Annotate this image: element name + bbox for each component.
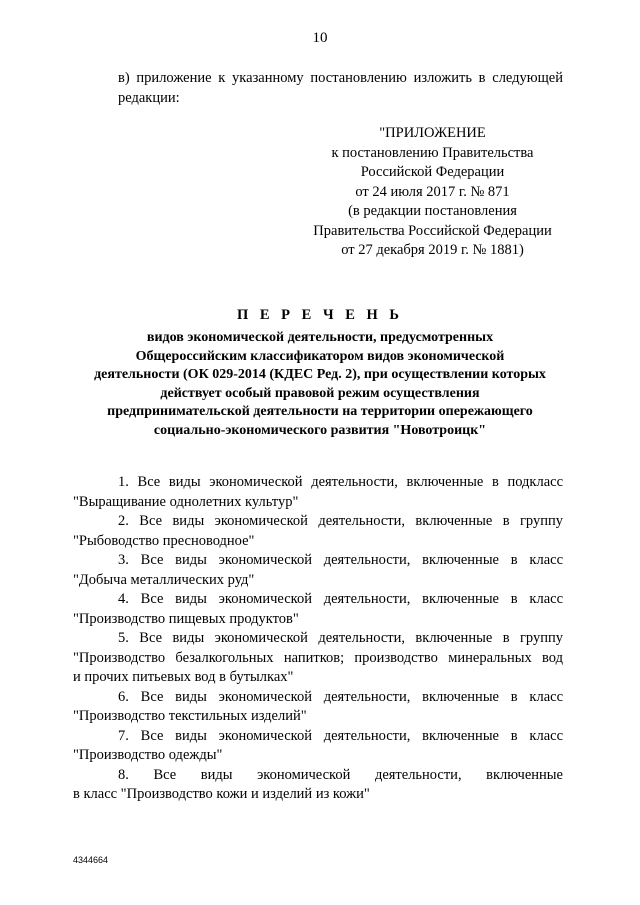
page-number: 10 [312, 30, 328, 46]
list-subtitle [0, 329, 640, 440]
activity-list [73, 473, 563, 805]
list-item [73, 688, 563, 727]
list-item-line: 6. Все виды экономической деятельности, включенные в класс [118, 688, 563, 705]
list-item-line: в класс "Производство кожи и изделий из кожи" [73, 786, 370, 802]
list-item-line: "Рыбоводство пресноводное" [73, 532, 255, 549]
intro-line-2: редакции: [118, 90, 180, 106]
list-item-line: "Добыча металлических руд" [73, 571, 255, 588]
subtitle-line-6: социально-экономического развития "Новотроицк" [153, 422, 487, 438]
annex-line-6: Правительства Российской Федерации [313, 222, 552, 239]
list-item-line: 7. Все виды экономической деятельности, включенные в класс [118, 727, 563, 744]
list-item [73, 727, 563, 766]
annex-line-5: (в редакции постановления [348, 203, 517, 219]
list-item [73, 590, 563, 629]
list-item-line: 5. Все виды экономической деятельности, включенные в группу [118, 630, 563, 646]
subtitle-line-5: предпринимательской деятельности на территории опережающего [107, 404, 533, 419]
annex-line-1: "ПРИЛОЖЕНИЕ [379, 125, 486, 141]
list-item-line: 8. Все виды экономической деятельности, включенные [118, 766, 563, 783]
document-code: 4344664 [73, 855, 109, 865]
annex-line-2: к постановлению Правительства [331, 144, 534, 161]
list-item-line: "Производство безалкогольных напитков; производство минеральных вод [73, 649, 563, 666]
list-item-line: 3. Все виды экономической деятельности, включенные в класс [118, 552, 563, 568]
list-title: П Е Р Е Ч Е Н Ь [236, 307, 404, 323]
list-item-line: "Выращивание однолетних культур" [73, 493, 299, 510]
list-item [73, 473, 563, 512]
subtitle-line-1: видов экономической деятельности, предусмотренных [146, 330, 494, 345]
list-item-line: 1. Все виды экономической деятельности, включенные в подкласс [118, 474, 563, 490]
list-item-line: "Производство текстильных изделий" [73, 708, 307, 724]
subtitle-line-3: деятельности (ОК 029-2014 (КДЕС Ред. 2), при осуществлении которых [94, 367, 546, 382]
subtitle-line-2: Общероссийским классификатором видов экономической [135, 348, 505, 364]
list-item-line: "Производство пищевых продуктов" [73, 610, 299, 627]
subtitle-line-4: действует особый правовой режим осуществления [160, 385, 480, 401]
list-item [73, 551, 563, 590]
list-item-line: 2. Все виды экономической деятельности, включенные в группу [118, 513, 563, 529]
intro-line-1: в) приложение к указанному постановлению изложить в следующей [118, 70, 563, 86]
list-item [73, 629, 563, 688]
annex-line-3: Российской Федерации [360, 164, 505, 180]
annex-line-7: от 27 декабря 2019 г. № 1881) [341, 242, 524, 258]
list-item [73, 766, 563, 805]
list-item [73, 512, 563, 551]
list-item-line: 4. Все виды экономической деятельности, включенные в класс [118, 591, 563, 607]
annex-header [300, 124, 565, 261]
intro-paragraph [73, 68, 563, 108]
list-item-line: и прочих питьевых вод в бутылках" [73, 669, 294, 685]
annex-line-4: от 24 июля 2017 г. № 871 [355, 183, 510, 200]
list-item-line: "Производство одежды" [73, 747, 223, 763]
